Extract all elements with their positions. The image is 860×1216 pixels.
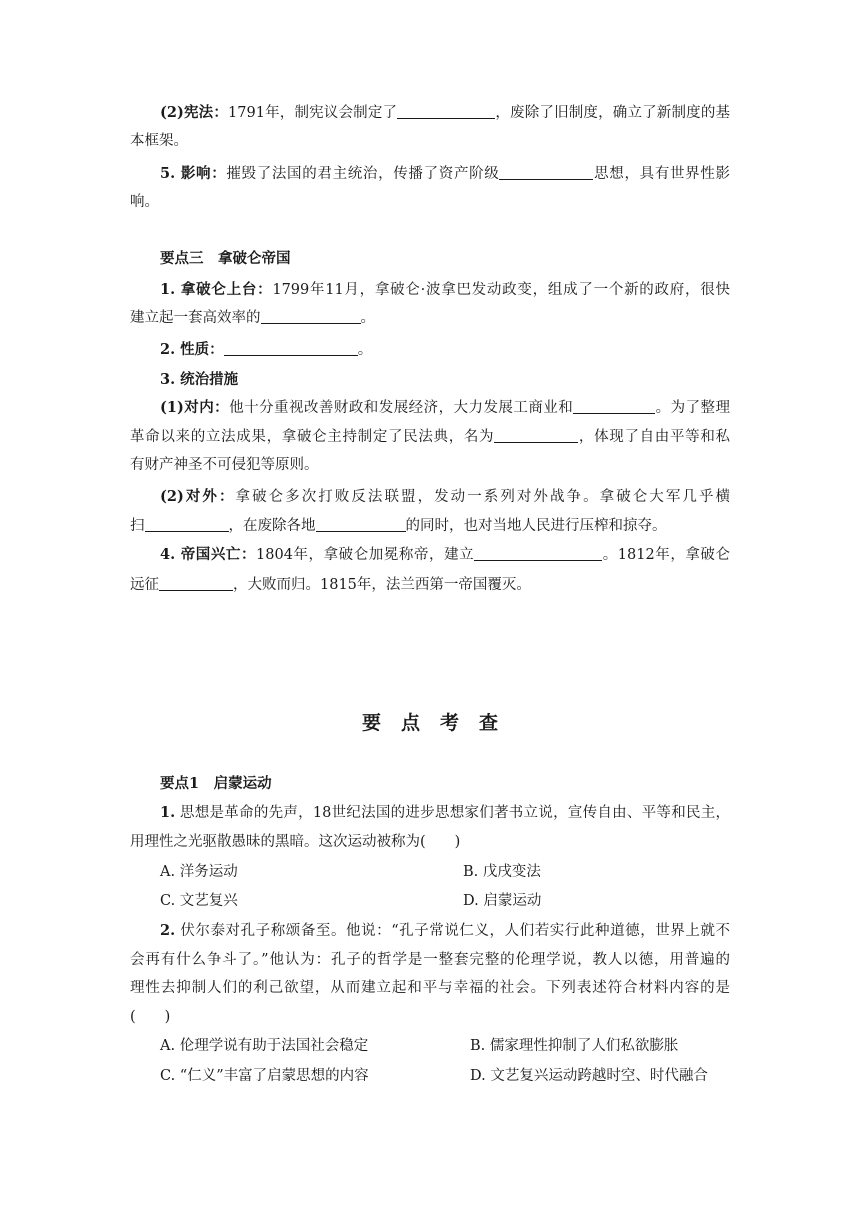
rise-text: 。 (360, 310, 375, 326)
internal-line-2 (130, 427, 730, 447)
q2-line-3 (130, 978, 730, 998)
q1-option-a[interactable]: A. 洋务运动 (160, 864, 238, 880)
internal-text: ，体现了自由平等和私 (578, 429, 730, 445)
q1-number: 1. (160, 804, 176, 821)
influence-text: 响。 (130, 194, 159, 210)
rise-text: 1799年11月，拿破仑·波拿巴发动政变，组成了一个新的政府，很快 (272, 282, 730, 298)
empire-text: 远征 (130, 577, 159, 593)
internal-line-3 (130, 455, 730, 475)
external-text: ，在废除各地 (228, 518, 316, 534)
internal-line-1 (160, 398, 730, 418)
measures-label: 3. 统治措施 (160, 371, 239, 388)
external-text: 扫 (130, 518, 145, 534)
q2-line-2 (130, 950, 730, 970)
nature-line (160, 340, 730, 360)
internal-text: 革命以来的立法成果，拿破仑主持制定了民法典，名为 (130, 429, 495, 445)
internal-label: (1)对内： (160, 399, 230, 416)
empire-line-1 (160, 545, 730, 565)
empire-label: 4. 帝国兴亡： (160, 546, 257, 563)
q2-option-d[interactable]: D. 文艺复兴运动跨越时空、时代融合 (470, 1068, 708, 1084)
q2-line-1 (160, 921, 730, 941)
answer-blank[interactable] (494, 428, 578, 443)
answer-blank[interactable] (145, 517, 229, 532)
constitution-line-1 (160, 103, 730, 123)
constitution-text: 本框架。 (130, 133, 188, 149)
rise-line-1 (160, 280, 730, 300)
external-line-2 (130, 516, 730, 536)
rise-line-2 (130, 308, 730, 328)
q2-number: 2. (160, 922, 176, 939)
q2-option-b[interactable]: B. 儒家理性抑制了人们私欲膨胀 (470, 1038, 679, 1054)
empire-line-2 (130, 575, 730, 595)
nature-label: 2. 性质： (160, 341, 224, 358)
influence-text: 思想，具有世界性影 (593, 166, 731, 182)
empire-text: 。1812年，拿破仑 (602, 547, 730, 563)
answer-blank[interactable] (573, 399, 655, 414)
constitution-text: 1791年，制宪议会制定了 (228, 105, 398, 121)
answer-blank[interactable] (224, 341, 358, 356)
external-text: 的同时，也对当地人民进行压榨和掠夺。 (405, 518, 667, 534)
measures-heading (160, 370, 730, 390)
q2-text: 会再有什么争斗了。”他认为：孔子的哲学是一整套完整的伦理学说，教人以德，用普遍的 (130, 952, 730, 968)
answer-blank[interactable] (499, 165, 593, 180)
q2-text: 伏尔泰对孔子称颂备至。他说：“孔子常说仁义，人们若实行此种道德，世界上就不 (180, 923, 731, 939)
empire-text: ，大败而归。1815年，法兰西第一帝国覆灭。 (233, 577, 531, 593)
rise-label: 1. 拿破仑上台： (160, 281, 273, 298)
influence-line-1 (160, 164, 730, 184)
q1-line-1 (160, 803, 730, 823)
section-title: 要点考查 (361, 712, 518, 734)
q2-text: 理性去抑制人们的利己欲望，从而建立起和平与幸福的社会。下列表述符合材料内容的是 (130, 980, 730, 996)
q2-line-4 (130, 1007, 730, 1027)
external-text: 拿破仑多次打败反法联盟，发动一系列对外战争。拿破仑大军几乎横 (235, 489, 730, 505)
q1-text: 思想是革命的先声，18世纪法国的进步思想家们著书立说，宣传自由、平等和民主， (180, 805, 730, 821)
q2-text: ( ) (130, 1009, 171, 1025)
point1-heading (160, 774, 730, 794)
q1-option-d[interactable]: D. 启蒙运动 (463, 893, 542, 909)
answer-blank[interactable] (397, 104, 495, 119)
q1-option-b[interactable]: B. 戊戌变法 (463, 864, 541, 880)
answer-blank[interactable] (474, 546, 602, 561)
q2-option-a[interactable]: A. 伦理学说有助于法国社会稳定 (160, 1038, 369, 1054)
q1-text: 用理性之光驱散愚昧的黑暗。这次运动被称为( ) (130, 834, 461, 850)
influence-label: 5. 影响： (160, 165, 227, 182)
constitution-text: ，废除了旧制度，确立了新制度的基 (495, 105, 731, 121)
internal-text: 。为了整理 (655, 400, 731, 416)
influence-line-2 (130, 192, 730, 212)
constitution-line-2 (130, 131, 730, 151)
q1-option-c[interactable]: C. 文艺复兴 (160, 893, 238, 909)
external-label: (2)对外： (160, 488, 236, 505)
rise-text: 建立起一套高效率的 (130, 310, 261, 326)
answer-blank[interactable] (316, 517, 406, 532)
external-line-1 (160, 487, 730, 507)
constitution-label: (2)宪法： (160, 104, 229, 121)
internal-text: 他十分重视改善财政和发展经济，大力发展工商业和 (229, 400, 574, 416)
answer-blank[interactable] (159, 576, 233, 591)
answer-blank[interactable] (261, 309, 361, 324)
key3-heading-text: 要点三 拿破仑帝国 (160, 250, 291, 267)
internal-text: 有财产神圣不可侵犯等原则。 (130, 457, 319, 473)
q1-line-2 (130, 832, 730, 852)
nature-text: 。 (357, 342, 373, 358)
empire-text: 1804年，拿破仑加冕称帝，建立 (256, 547, 475, 563)
point1-heading-text: 要点1 启蒙运动 (160, 775, 272, 792)
key3-heading (160, 249, 730, 269)
influence-text: 摧毁了法国的君主统治，传播了资产阶级 (226, 166, 500, 182)
q2-option-c[interactable]: C. “仁义”丰富了启蒙思想的内容 (160, 1068, 369, 1084)
